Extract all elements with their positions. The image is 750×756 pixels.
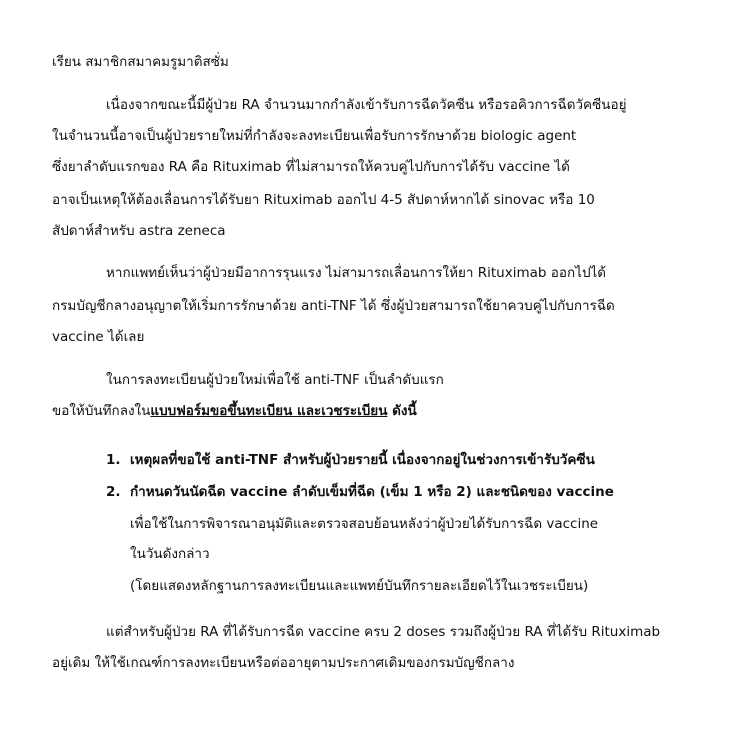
paragraph-2-line-2: กรมบัญชีกลางอนุญาตให้เริ่มการรักษาด้วย anti-TNF ได้ ซึ่งผู้ป่วยสามารถใช้ยาควบคู่ไปกับการฉีด: [52, 298, 615, 314]
paragraph-1-line-5: สัปดาห์สำหรับ astra zeneca: [52, 223, 226, 239]
list-item-2-text: กำหนดวันนัดฉีด vaccine ลำดับเข็มที่ฉีด (เข็ม 1 หรือ 2) และชนิดของ vaccine: [130, 484, 614, 500]
paragraph-4-line-1: แต่สำหรับผู้ป่วย RA ที่ได้รับการฉีด vaccine ครบ 2 doses รวมถึงผู้ป่วย RA ที่ได้รับ Rituximab: [106, 624, 661, 640]
list-item-1-number: 1.: [106, 452, 121, 468]
paragraph-3-suffix: ดังนี้: [387, 403, 417, 419]
paragraph-1-line-3: ซึ่งยาลำดับแรกของ RA คือ Rituximab ที่ไม่สามารถให้ควบคู่ไปกับการได้รับ vaccine ได้: [52, 159, 570, 175]
list-item-2-number: 2.: [106, 484, 121, 500]
paragraph-3-line-1: ในการลงทะเบียนผู้ป่วยใหม่เพื่อใช้ anti-TNF เป็นลำดับแรก: [106, 372, 444, 388]
paragraph-1-line-2: ในจำนวนนี้อาจเป็นผู้ป่วยรายใหม่ที่กำลังจะลงทะเบียนเพื่อรับการรักษาด้วย biologic agent: [52, 128, 577, 144]
paragraph-4-line-2: อยู่เดิม ให้ใช้เกณฑ์การลงทะเบียนหรือต่ออายุตามประกาศเดิมของกรมบัญชีกลาง: [52, 655, 515, 671]
list-item-2-detail-line-2: ในวันดังกล่าว: [130, 546, 210, 562]
paragraph-1-line-4: อาจเป็นเหตุให้ต้องเลื่อนการได้รับยา Rituximab ออกไป 4-5 สัปดาห์หากได้ sinovac หรือ 10: [52, 192, 595, 208]
paragraph-2-line-1: หากแพทย์เห็นว่าผู้ป่วยมีอาการรุนแรง ไม่สามารถเลื่อนการให้ยา Rituximab ออกไปได้: [106, 265, 607, 281]
paragraph-2-line-3: vaccine ได้เลย: [52, 329, 145, 345]
salutation: เรียน สมาชิกสมาคมรูมาติสซั่ม: [52, 54, 229, 70]
form-and-medical-record-emphasis: แบบฟอร์มขอขึ้นทะเบียน และเวชระเบียน: [150, 403, 388, 419]
paragraph-3-prefix: ขอให้บันทึกลงใน: [52, 403, 151, 419]
list-item-1-text: เหตุผลที่ขอใช้ anti-TNF สำหรับผู้ป่วยรายนี้ เนื่องจากอยู่ในช่วงการเข้ารับวัคซีน: [130, 452, 595, 468]
list-item-2-detail-line-3: (โดยแสดงหลักฐานการลงทะเบียนและแพทย์บันทึกรายละเอียดไว้ในเวชระเบียน): [130, 578, 589, 594]
list-item-2-detail-line-1: เพื่อใช้ในการพิจารณาอนุมัติและตรวจสอบย้อนหลังว่าผู้ป่วยได้รับการฉีด vaccine: [130, 516, 599, 532]
paragraph-1-line-1: เนื่องจากขณะนี้มีผู้ป่วย RA จำนวนมากกำลังเข้ารับการฉีดวัคซีน หรือรอคิวการฉีดวัคซีนอยู่: [106, 97, 627, 113]
paragraph-3-line-2: [52, 401, 417, 421]
